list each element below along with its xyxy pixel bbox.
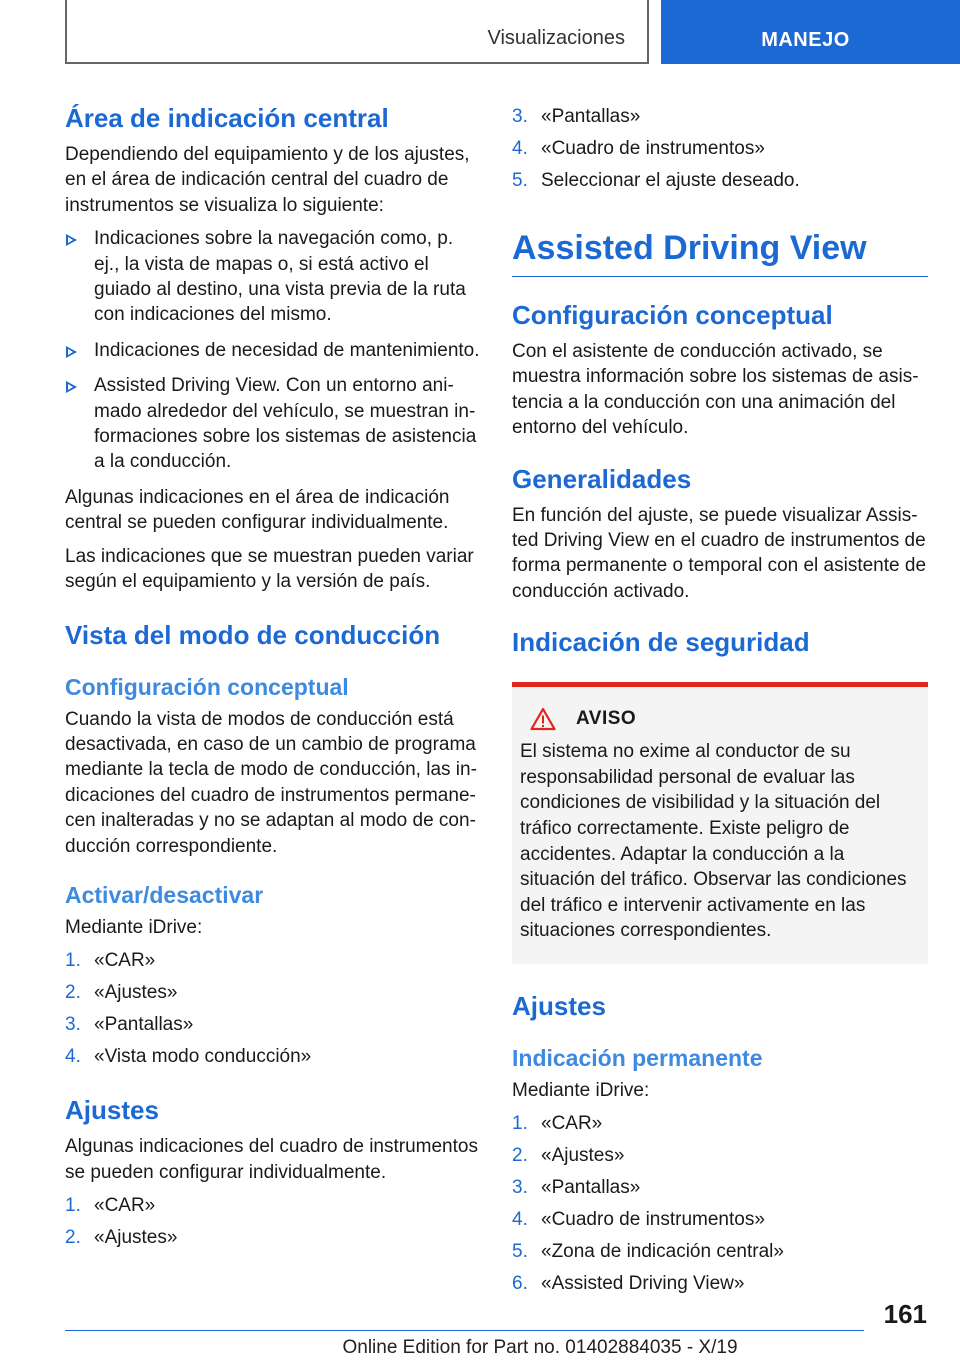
paragraph-config-conceptual-right: Con el asistente de conducción activado, se muestra información sobre los sistemas de asistencia a la conducción con una animación del entorno del vehículo.	[512, 341, 919, 439]
warning-header	[530, 705, 920, 733]
heading-config-conceptual: Configuración conceptual	[65, 673, 349, 700]
paragraph-config-individual: Algunas indicaciones en el área de indicación central se pueden configurar individualmente.	[65, 486, 450, 534]
page-number: 161	[883, 1299, 927, 1329]
header-section-box	[65, 0, 649, 64]
steps-permanente	[512, 1111, 928, 1303]
list-item: 3. «Pantallas»	[512, 1177, 641, 1199]
list-item: 1. «CAR»	[512, 1113, 603, 1135]
list-item: 3. «Pantallas»	[512, 106, 641, 127]
paragraph-mediante-right: Mediante iDrive:	[512, 1080, 650, 1101]
paragraph-variar: Las indicaciones que se muestran pueden variar según el equipamiento y la versión de país.	[65, 545, 474, 593]
list-item: 2. «Ajustes»	[65, 1227, 178, 1249]
steps-activar	[65, 948, 480, 1076]
list-item: 1. «CAR»	[65, 1195, 156, 1217]
warning-title: AVISO	[576, 708, 637, 730]
header-chapter-title: MANEJO	[761, 29, 850, 51]
heading-indicacion-permanente: Indicación permanente	[512, 1045, 763, 1071]
list-item: 4. «Cuadro de instrumentos»	[512, 138, 765, 159]
heading-activar: Activar/desactivar	[65, 881, 264, 908]
list-item: Indicaciones sobre la navegación como, p. ej., la vista de mapas o, si está activo el guiado al destino, una vista previa de la ruta con indicaciones del mismo.	[65, 226, 480, 328]
heading-generalidades: Generalidades	[512, 463, 692, 494]
list-item: 3. «Pantallas»	[65, 1014, 194, 1036]
paragraph-generalidades: En función del ajuste, se puede visualizar Assisted Driving View en el cuadro de instrumentos de forma permanente o temporal con el asistente de conducción activado.	[512, 504, 927, 602]
steps-ajustes-left	[65, 1193, 480, 1257]
footer-divider	[65, 1330, 864, 1331]
heading-ajustes-left: Ajustes	[65, 1095, 159, 1126]
bullet-list	[65, 226, 480, 475]
list-item: 5. Seleccionar el ajuste deseado.	[512, 170, 800, 191]
warning-text: El sistema no exime al conductor de su responsabilidad personal de evaluar las condiciones de visibilidad y la situación del tráfico correctamente. Existe peligro de accidentes. Adaptar la conducción a la situación del tráfico. Observar las condiciones del tráfico e intervenir activamente en las situaciones correspondientes.	[520, 741, 907, 942]
triangle-bullet-icon	[66, 234, 77, 246]
heading-assisted-driving-view: Assisted Driving View	[512, 228, 928, 277]
left-column	[65, 100, 480, 1257]
paragraph-ajustes-left: Algunas indicaciones del cuadro de instrumentos se pueden configurar individualmente.	[65, 1136, 478, 1183]
header-chapter-tab	[661, 0, 960, 64]
list-item: 6. «Assisted Driving View»	[512, 1273, 745, 1295]
list-item: Assisted Driving View. Con un entorno animado alrededor del vehículo, se muestran informaciones sobre los sistemas de asistencia a la conducción.	[65, 373, 480, 475]
heading-indicacion-seguridad: Indicación de seguridad	[512, 627, 810, 658]
list-item: 4. «Vista modo conducción»	[65, 1046, 312, 1068]
list-item: 5. «Zona de indicación central»	[512, 1241, 784, 1263]
list-item: 1. «CAR»	[65, 950, 156, 972]
right-column	[512, 104, 928, 1303]
paragraph-area-intro: Dependiendo del equipamiento y de los ajustes, en el área de indicación central del cuadro de instrumentos se visualiza lo siguiente:	[65, 144, 470, 216]
triangle-bullet-icon	[66, 381, 77, 393]
heading-vista-modo: Vista del modo de conducción	[65, 619, 441, 650]
heading-config-conceptual-right: Configuración conceptual	[512, 300, 833, 330]
list-item: Indicaciones de necesidad de mantenimiento.	[65, 338, 480, 363]
list-item: 2. «Ajustes»	[512, 1145, 625, 1167]
footer-edition: Online Edition for Part no. 01402884035 - X/19	[342, 1337, 738, 1358]
heading-area-indicacion: Área de indicación central	[65, 103, 389, 133]
list-item: 4. «Cuadro de instrumentos»	[512, 1209, 765, 1231]
paragraph-mediante: Mediante iDrive:	[65, 916, 203, 938]
warning-box	[512, 682, 928, 964]
heading-ajustes-right: Ajustes	[512, 991, 606, 1021]
warning-triangle-icon	[530, 707, 556, 731]
paragraph-config-conceptual: Cuando la vista de modos de conducción está desactivada, en caso de un cambio de programa mediante la tecla de modo de conducción, las indicaciones del cuadro de instrumentos permanecen inalteradas y no se adaptan al modo de conducción correspondiente.	[65, 708, 477, 857]
list-item: 2. «Ajustes»	[65, 982, 178, 1004]
triangle-bullet-icon	[66, 346, 77, 358]
header-section-title: Visualizaciones	[487, 27, 625, 49]
steps-continued	[512, 104, 928, 200]
